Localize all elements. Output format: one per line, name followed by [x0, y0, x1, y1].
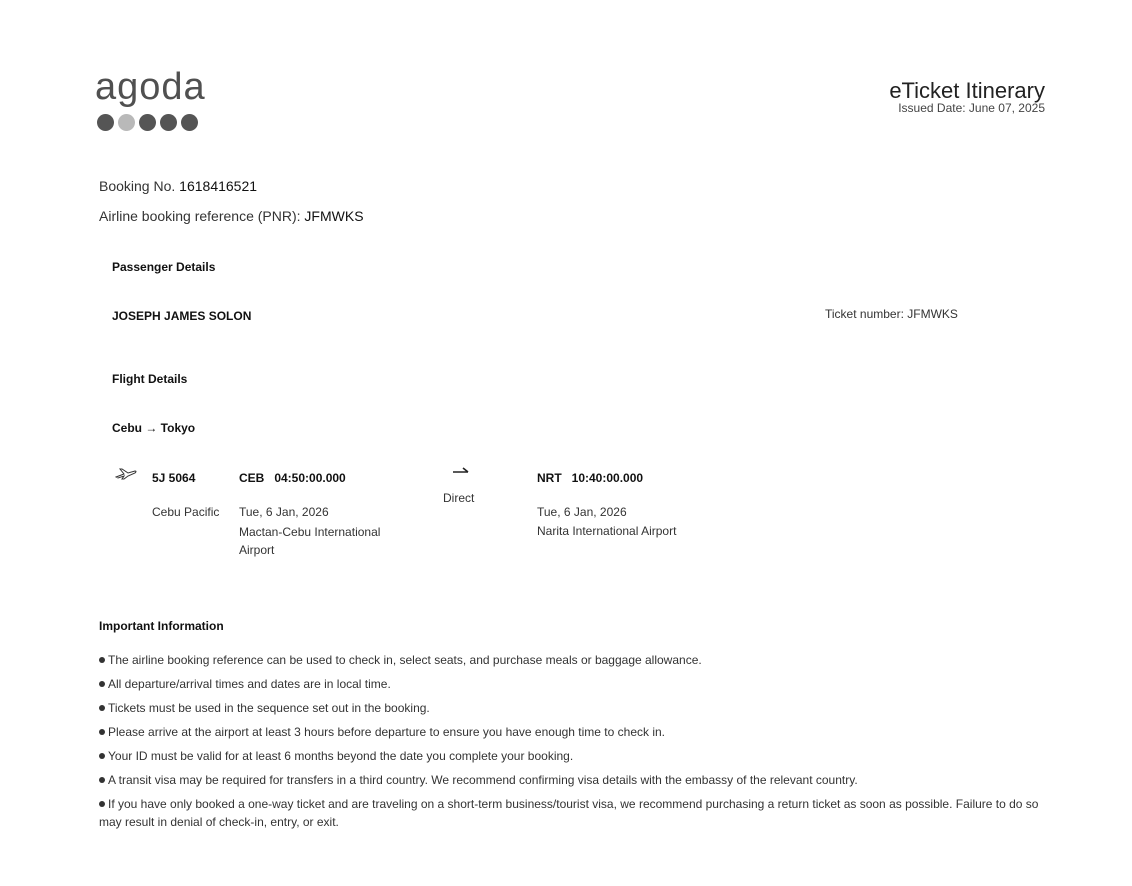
flight-details-heading: Flight Details — [112, 372, 188, 386]
flight-route: Cebu → Tokyo — [112, 421, 196, 435]
flight-number: 5J 5064 — [152, 471, 196, 485]
info-text: All departure/arrival times and dates are in local time. — [108, 677, 391, 691]
important-info-heading: Important Information — [99, 619, 224, 633]
list-item — [99, 747, 1059, 765]
arrival-airport: Narita International Airport — [537, 524, 677, 538]
agoda-logo-text: agoda — [95, 66, 206, 108]
departure-code-time: CEB 04:50:00.000 — [239, 471, 346, 485]
logo-dot — [160, 114, 177, 131]
logo-dot — [181, 114, 198, 131]
arrival-date: Tue, 6 Jan, 2026 — [537, 505, 627, 519]
info-text: A transit visa may be required for transfers in a third country. We recommend confirming visa details with the embassy of the relevant country. — [108, 773, 858, 787]
info-text: Tickets must be used in the sequence set out in the booking. — [108, 701, 430, 715]
info-text: If you have only booked a one-way ticket and are traveling on a short-term business/tourist visa, we recommend purchasing a return ticket as soon as possible. Failure to do so may result in denial of check-in, entry, or exit. — [99, 797, 1039, 829]
logo-dot — [139, 114, 156, 131]
ticket-number: Ticket number: JFMWKS — [825, 307, 958, 321]
arrival-code-time: NRT 10:40:00.000 — [537, 471, 644, 485]
passenger-name: JOSEPH JAMES SOLON — [112, 309, 252, 323]
booking-number — [99, 178, 257, 194]
bullet-icon — [99, 657, 105, 663]
agoda-logo-dots — [97, 114, 198, 131]
list-item — [99, 651, 1059, 669]
passenger-details-heading: Passenger Details — [112, 260, 216, 274]
airline-name: Cebu Pacific — [152, 505, 220, 519]
list-item — [99, 723, 1059, 741]
booking-number-label: Booking No. — [99, 178, 176, 194]
list-item — [99, 795, 1059, 831]
issued-date: Issued Date: June 07, 2025 — [898, 101, 1045, 115]
flight-stops: Direct — [443, 491, 475, 505]
list-item — [99, 771, 1059, 789]
logo-dot — [118, 114, 135, 131]
airplane-icon — [115, 468, 137, 480]
pnr-label: Airline booking reference (PNR): — [99, 208, 301, 224]
info-text: Please arrive at the airport at least 3 hours before departure to ensure you have enough time to check in. — [108, 725, 665, 739]
logo-dot — [97, 114, 114, 131]
bullet-icon — [99, 705, 105, 711]
list-item — [99, 699, 1059, 717]
bullet-icon — [99, 681, 105, 687]
important-info-list — [99, 651, 1059, 837]
booking-number-value: 1618416521 — [179, 178, 258, 194]
info-text: Your ID must be valid for at least 6 months beyond the date you complete your booking. — [108, 749, 574, 763]
info-text: The airline booking reference can be used to check in, select seats, and purchase meals or baggage allowance. — [108, 653, 702, 667]
bullet-icon — [99, 777, 105, 783]
pnr-value: JFMWKS — [304, 208, 364, 224]
list-item — [99, 675, 1059, 693]
departure-date: Tue, 6 Jan, 2026 — [239, 505, 329, 519]
departure-airport: Mactan-Cebu International Airport — [239, 525, 381, 557]
right-arrow-icon — [452, 466, 470, 476]
bullet-icon — [99, 729, 105, 735]
pnr-reference — [99, 208, 364, 224]
bullet-icon — [99, 753, 105, 759]
page-title: eTicket Itinerary — [889, 78, 1045, 103]
bullet-icon — [99, 801, 105, 807]
